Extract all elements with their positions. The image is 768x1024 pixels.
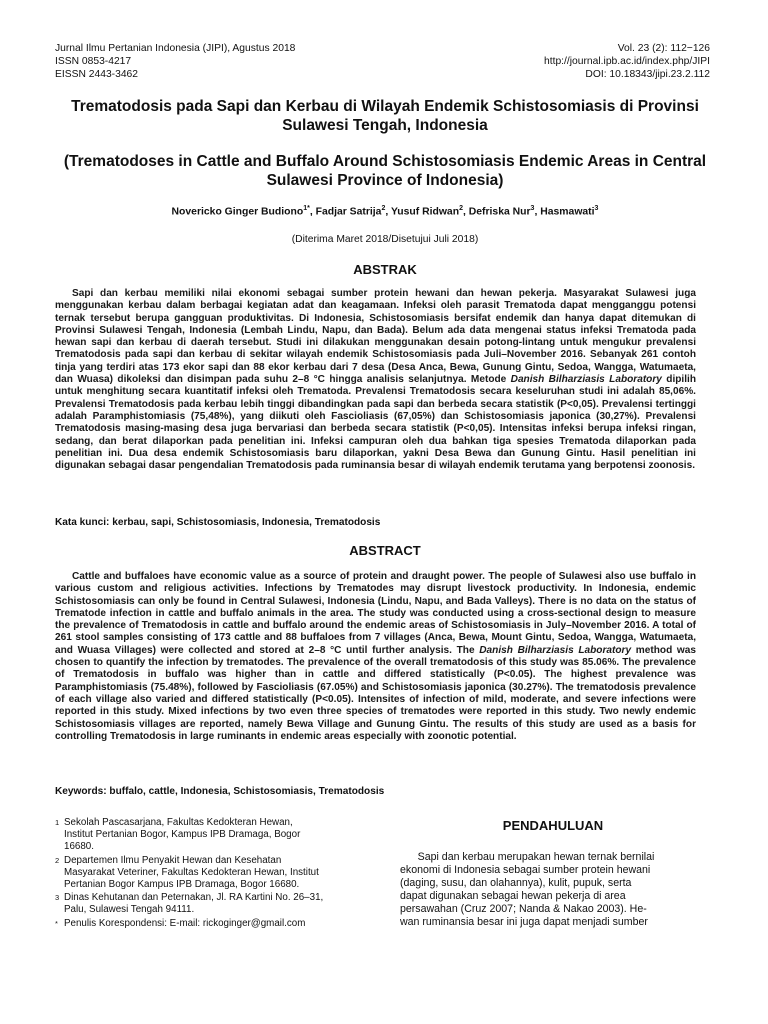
pendahuluan-line: Sapi dan kerbau merupakan hewan ternak bernilai <box>400 851 655 863</box>
volume-info: Vol. 23 (2): 112−126 <box>617 43 710 54</box>
footnote <box>55 892 365 916</box>
author-separator: , <box>534 206 541 218</box>
journal-url[interactable]: http://journal.ipb.ac.id/index.php/JIPI <box>544 56 710 67</box>
footnote-line: Palu, Sulawesi Tengah 94111. <box>64 904 195 916</box>
footnote-line: Dinas Kehutanan dan Peternakan, Jl. RA Kartini No. 26–31, <box>64 892 324 904</box>
eissn: EISSN 2443-3462 <box>55 69 139 80</box>
footnote-line[interactable]: Penulis Korespondensi: E-mail: rickoginger@gmail.com <box>64 917 306 929</box>
abstract-heading: ABSTRACT <box>349 543 421 558</box>
author-separator: , <box>309 206 316 218</box>
abstract-method-name: Danish Bilharziasis Laboratory <box>479 644 632 656</box>
footnote-mark: * <box>55 918 58 928</box>
article-title-indonesian: Trematodosis pada Sapi dan Kerbau di Wilayah Endemik Schistosomiasis di Provinsi Sulawesi Tengah, Indonesia <box>71 98 699 134</box>
footnote <box>55 817 365 854</box>
author-affiliation-mark: 2 <box>381 205 386 212</box>
author-list <box>40 205 730 217</box>
abstract-body <box>55 571 696 743</box>
author-name: Yusuf Ridwan <box>390 206 460 218</box>
journal-header-left <box>55 42 295 81</box>
pendahuluan-line: dapat digunakan sebagai hewan pekerja di area <box>400 890 626 902</box>
footnote <box>55 855 365 892</box>
footnote-mark: 3 <box>55 893 60 903</box>
abstrak-heading: ABSTRAK <box>353 262 417 277</box>
pendahuluan-line: ekonomi di Indonesia sebagai sumber protein hewani <box>400 864 651 876</box>
footnote-line: Masyarakat Veteriner, Fakultas Kedokteran Hewan, Institut <box>64 866 319 878</box>
article-title-english: (Trematodoses in Cattle and Buffalo Around Schistosomiasis Endemic Areas in Central Sulawesi Province of Indonesia) <box>63 153 707 189</box>
doi[interactable]: DOI: 10.18343/jipi.23.2.112 <box>585 69 710 80</box>
footnote <box>55 918 365 930</box>
footnote-line: Institut Pertanian Bogor, Kampus IPB Dramaga, Bogor <box>64 829 301 841</box>
pendahuluan-line: persawahan (Cruz 2007; Nanda & Nakao 2003). He- <box>400 903 647 915</box>
author-name: Hasmawati <box>540 206 595 218</box>
pendahuluan-line: (daging, susu, dan olahannya), kulit, pupuk, serta <box>400 877 632 889</box>
journal-name: Jurnal Ilmu Pertanian Indonesia (JIPI), Agustus 2018 <box>55 43 296 54</box>
received-dates: (Diterima Maret 2018/Disetujui Juli 2018) <box>291 234 479 245</box>
footnote-line: Pertanian Bogor Kampus IPB Dramaga, Bogor 16680. <box>64 879 300 891</box>
author-affiliation-mark: 1* <box>303 205 310 212</box>
abstrak-keywords: Kata kunci: kerbau, sapi, Schistosomiasis, Indonesia, Trematodosis <box>55 517 381 528</box>
author-name: Fadjar Satrija <box>315 206 382 218</box>
pendahuluan-line: wan ruminansia besar ini juga dapat menjadi sumber <box>400 916 648 928</box>
abstract-text-part1: Cattle and buffaloes have economic value as a source of protein and draught power. The people of Sulawesi also use buffalo in various custom and religious activities. Infections by Trematodes may disrupt livestock productivity. In Indonesia, endemic Schistosomiasis can only be found in Central Sulawesi, Indonesia (Lindu, Napu, and Bada Valleys). There is no data on the status of Trematode infection in cattle and buffalo animals in the area. The study was conducted using a cross-sectional design to measure the prevalence of Trematodosis in cattle and buffalo around the endemic areas of Schistosomiasis in July–November 2016. A total of 261 stool samples consisting of 173 cattle and 88 buffaloes from 7 villages (Anca, Bewa, Mount Gintu, Sedoa, Wangga, Watumaeta, and Wuasa Villages) were collected and stored at 2–8 °C until further analysis. The <box>55 571 696 656</box>
abstract-text-part2: method was chosen to quantify the infection by trematodes. The prevalence of the overall trematodosis of this study was 85.06%. The prevalence of Trematodosis in buffalo was higher than in cattle and differed statistically (P<0.05). The highest prevalence was Paramphistomiasis (75.48%), followed by Fascioliasis (67.05%) and Schistosomiasis japonica (30.27%). The trematodosis prevalence of each village also varied and differed statistically (P<0.05). Intensites of infection of mild, moderate, and severe infections were reported in this study. Mixed infections by two even three species of trematodes were reported in this study. Two newly endemic Schistosomiasis villages are reported, namely Bewa Village and Gunung Gintu. The results of this study are used as a basis for controlling Trematodosis in large ruminants in endemic areas especially with zoonotic potential. <box>55 644 696 742</box>
footnote-line: Departemen Ilmu Penyakit Hewan dan Kesehatan <box>64 854 282 866</box>
abstrak-text-part1: Sapi dan kerbau memiliki nilai ekonomi sebagai sumber protein hewani dan hewan pekerja. Masyarakat Sulawesi juga menggunakan kerbau dalam berbagai kegiatan adat dan keagamaan. Infeksi oleh parasit Trematoda dapat mengganggu potensi ternak tersebut berupa gangguan produktivitas. Di Indonesia, Schistosomiasis bersifat endemik dan hanya dapat ditemukan di Provinsi Sulawesi Tengah, Indonesia (Lembah Lindu, Napu, dan Bada). Belum ada data mengenai status infeksi Trematoda pada hewan sapi dan kerbau di daerah tersebut. Studi ini dilakukan menggunakan desain potong-lintang untuk mengukur prevalensi Trematodosis pada sapi dan kerbau di sekitar wilayah endemik Schistosomiasis pada Juli–November 2016. Sebanyak 261 contoh tinja yang terdiri atas 173 ekor sapi dan 88 ekor kerbau dari 7 desa (Desa Anca, Bewa, Gunung Gintu, Sedoa, Wangga, Watumaeta, dan Wuasa) dikoleksi dan disimpan pada suhu 2–8 °C hingga analisis selanjutnya. Metode <box>55 288 696 386</box>
author-name: Novericko Ginger Budiono <box>171 206 304 218</box>
footnote-mark: 1 <box>55 818 60 827</box>
footnote-mark: 2 <box>55 855 60 865</box>
author-affiliation-mark: 2 <box>459 205 463 212</box>
author-affiliation-mark: 3 <box>530 205 535 212</box>
issn: ISSN 0853-4217 <box>55 56 132 67</box>
abstract-keywords: Keywords: buffalo, cattle, Indonesia, Schistosomiasis, Trematodosis <box>55 786 385 797</box>
pendahuluan-body <box>400 851 696 929</box>
author-name: Defriska Nur <box>468 206 531 218</box>
abstrak-body <box>55 288 696 472</box>
abstrak-text-part2: dipilih untuk menghitung secara kuantitatif infeksi oleh Trematoda. Prevalensi Trematodosis secara keseluruhan studi ini adalah 85,06%. Prevalensi Trematodosis pada kerbau lebih tinggi dibandingkan pada sapi dan berbeda secara statistik (P<0,05). Prevalensi tertinggi adalah Paramphistomiasis (75,48%), yang diikuti oleh Fascioliasis (67,05%) dan Schistosomiasis japonica (30,27%). Prevalensi Trematodosis masing-masing desa juga bervariasi dan berbeda secara statistik (P<0,05). Intensitas infeksi berupa infeksi ringan, sedang, dan berat dilaporkan pada penelitian ini. Infeksi campuran oleh dua bahkan tiga spesies Trematoda dilaporkan pada penelitian ini. Dua desa endemik Schistosomiasis baru dilaporkan, yakni Desa Bewa dan Gunung Gintu. Hasil penelitian ini digunakan sebagai dasar pengendalian Trematodosis pada ruminansia besar di wilayah endemik terutama yang berpotensi zoonosis. <box>55 374 696 472</box>
author-separator: , <box>385 206 391 218</box>
abstrak-method-name: Danish Bilharziasis Laboratory <box>510 374 662 386</box>
author-affiliation-mark: 3 <box>594 205 599 212</box>
author-separator: , <box>462 206 469 218</box>
footnote-line: 16680. <box>64 841 94 853</box>
journal-header-right <box>544 42 710 81</box>
affiliation-footnotes <box>55 817 365 931</box>
pendahuluan-heading: PENDAHULUAN <box>502 818 604 833</box>
footnote-line: Sekolah Pascasarjana, Fakultas Kedokteran Hewan, <box>64 817 293 828</box>
